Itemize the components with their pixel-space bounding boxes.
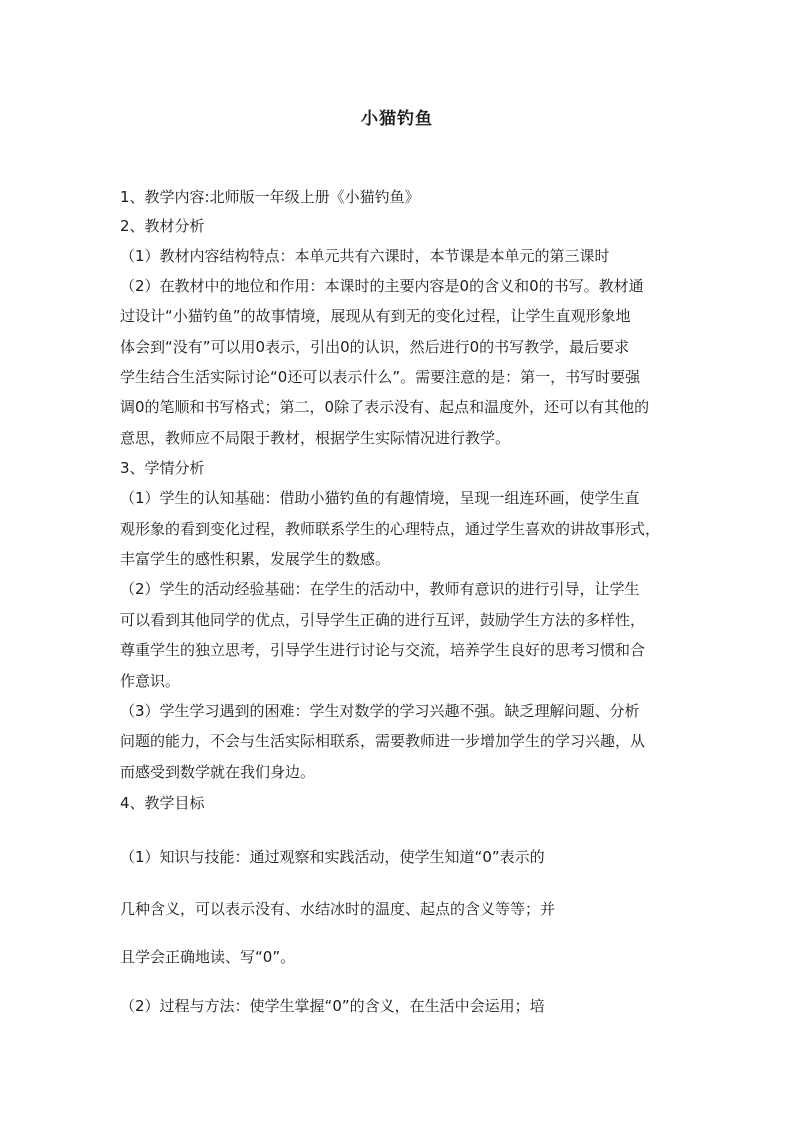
- text-line: （1）知识与技能：通过观察和实践活动，使学生知道“0”表示的: [120, 848, 545, 866]
- text-line: 几种含义，可以表示没有、水结冰时的温度、起点的含义等等；并: [120, 900, 556, 918]
- text-line: 丰富学生的感性积累，发展学生的数感。: [120, 550, 391, 568]
- text-line: 问题的能力，不会与生活实际相联系，需要教师进一步增加学生的学习兴趣，从: [120, 732, 646, 750]
- document-title: 小猫钓鱼: [361, 109, 433, 129]
- text-line: 学生结合生活实际讨论“0还可以表示什么”。需要注意的是：第一，书写时要强: [120, 368, 641, 386]
- text-line: 且学会正确地读、写“0”。: [120, 948, 296, 966]
- text-line: 2、教材分析: [120, 217, 205, 235]
- text-line: 可以看到其他同学的优点，引导学生正确的进行互评，鼓励学生方法的多样性，: [120, 611, 646, 629]
- text-line: 体会到“没有”可以用0表示，引出0的认识，然后进行0的书写教学，最后要求: [120, 338, 630, 356]
- text-line: 调0的笔顺和书写格式；第二，0除了表示没有、起点和温度外，还可以有其他的: [120, 398, 650, 416]
- text-line: （2）学生的活动经验基础：在学生的活动中，教师有意识的进行引导，让学生: [120, 580, 640, 598]
- text-line: 3、学情分析: [120, 459, 205, 477]
- text-line: 4、教学目标: [120, 794, 205, 812]
- text-line: 作意识。: [120, 672, 181, 690]
- text-line: （2）过程与方法：使学生掌握“0”的含义，在生活中会运用；培: [120, 997, 545, 1015]
- text-line: （3）学生学习遇到的困难：学生对数学的学习兴趣不强。缺乏理解问题、分析: [120, 702, 640, 720]
- text-line: 1、教学内容:北师版一年级上册《小猫钓鱼》: [120, 188, 420, 206]
- text-line: （2）在教材中的地位和作用：本课时的主要内容是0的含义和0的书写。教材通: [120, 277, 644, 295]
- text-line: 意思，教师应不局限于教材，根据学生实际情况进行教学。: [120, 429, 511, 447]
- text-line: 过设计“小猫钓鱼”的故事情境，展现从有到无的变化过程，让学生直观形象地: [120, 307, 631, 325]
- text-line: （1）教材内容结构特点：本单元共有六课时，本节课是本单元的第三课时: [120, 247, 610, 265]
- text-line: 观形象的看到变化过程，教师联系学生的心理特点，通过学生喜欢的讲故事形式，: [120, 520, 661, 538]
- text-line: 而感受到数学就在我们身边。: [120, 763, 316, 781]
- text-line: （1）学生的认知基础：借助小猫钓鱼的有趣情境，呈现一组连环画，使学生直: [120, 489, 640, 507]
- text-line: 尊重学生的独立思考，引导学生进行讨论与交流，培养学生良好的思考习惯和合: [120, 641, 646, 659]
